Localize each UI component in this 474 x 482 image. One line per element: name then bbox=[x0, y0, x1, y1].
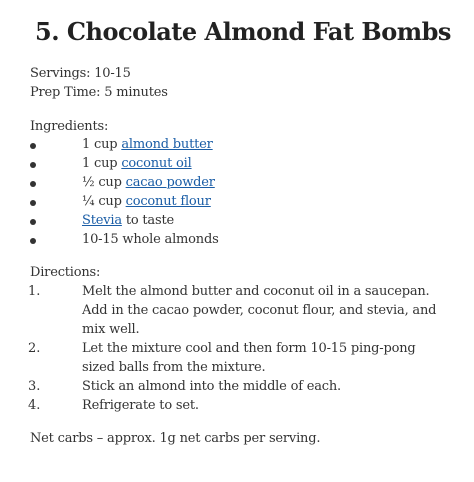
ingredient-item bbox=[82, 230, 219, 249]
list-bullet bbox=[30, 162, 36, 168]
ingredient-link-coconut-oil[interactable]: coconut oil bbox=[121, 156, 192, 171]
list-bullet bbox=[30, 200, 36, 206]
list-bullet bbox=[30, 238, 36, 244]
step-number: 4. bbox=[28, 398, 41, 413]
recipe-title: 5. Chocolate Almond Fat Bombs bbox=[35, 17, 451, 46]
ingredient-suffix: to taste bbox=[121, 213, 174, 228]
list-bullet bbox=[30, 143, 36, 149]
ingredient-link-stevia[interactable]: Stevia bbox=[82, 213, 122, 228]
servings-text: Servings: 10-15 bbox=[30, 66, 131, 81]
net-carbs-note: Net carbs – approx. 1g net carbs per serving. bbox=[30, 431, 321, 446]
ingredient-link-coconut-flour[interactable]: coconut flour bbox=[125, 194, 211, 209]
step-number: 2. bbox=[28, 341, 41, 356]
step-number: 3. bbox=[28, 379, 41, 394]
ingredients-heading: Ingredients: bbox=[30, 119, 109, 134]
directions-heading: Directions: bbox=[30, 265, 101, 280]
ingredient-prefix: ¼ cup bbox=[82, 194, 126, 209]
ingredient-item bbox=[82, 192, 211, 211]
ingredient-item bbox=[82, 135, 213, 154]
step-text: Let the mixture cool and then form 10-15 ping-pong sized balls from the mixture. bbox=[82, 341, 416, 375]
step-number: 1. bbox=[28, 284, 41, 299]
ingredient-item bbox=[82, 211, 174, 230]
step-text: Melt the almond butter and coconut oil in a saucepan. Add in the cacao powder, coconut flour, and stevia, and mix well. bbox=[82, 284, 437, 337]
ingredient-prefix: 1 cup bbox=[82, 156, 122, 171]
ingredient-item bbox=[82, 154, 192, 173]
step-text: Stick an almond into the middle of each. bbox=[82, 379, 341, 394]
prep-time-text: Prep Time: 5 minutes bbox=[30, 85, 168, 100]
ingredient-link-cacao-powder[interactable]: cacao powder bbox=[125, 175, 215, 190]
step-text: Refrigerate to set. bbox=[82, 398, 199, 413]
list-bullet bbox=[30, 219, 36, 225]
ingredient-prefix: ½ cup bbox=[82, 175, 126, 190]
ingredient-item bbox=[82, 173, 215, 192]
ingredient-text: 10-15 whole almonds bbox=[82, 232, 219, 247]
ingredient-link-almond-butter[interactable]: almond butter bbox=[121, 137, 213, 152]
ingredient-prefix: 1 cup bbox=[82, 137, 122, 152]
list-bullet bbox=[30, 181, 36, 187]
